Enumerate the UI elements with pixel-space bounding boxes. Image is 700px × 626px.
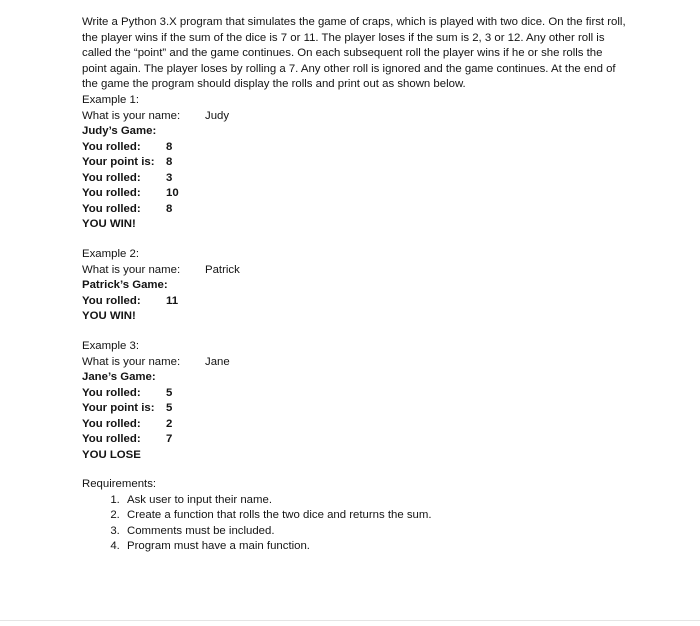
game-title: Judy’s Game:: [82, 125, 157, 137]
roll-label: You rolled:: [82, 171, 141, 184]
example-3: [82, 339, 342, 463]
roll-line: [82, 155, 342, 171]
roll-value: 7: [166, 433, 173, 445]
assignment-description: [82, 15, 630, 93]
game-result: YOU WIN!: [82, 218, 136, 230]
roll-label: You rolled:: [82, 140, 141, 153]
roll-label: You rolled:: [82, 187, 141, 199]
roll-label: You rolled:: [82, 417, 141, 430]
roll-value: 8: [166, 156, 173, 168]
intro-paragraph: Write a Python 3.X program that simulates the game of craps, which is played with two dice. On the first roll, the player wins if the sum of the dice is 7 or 11. The player loses if the sum is 2, 3 or 12. Any other roll is called the “point” and the game continues. On each subsequent roll the player wins if he or she rolls the point again. The player loses by rolling a 7. Any other roll is ignored and the game continues. At the end of the game the program should display the rolls and print out as shown below.: [82, 16, 626, 90]
requirements-heading: Requirements:: [82, 478, 157, 490]
requirement-item: 2. Create a function that rolls the two dice and returns the sum.: [123, 508, 582, 524]
requirement-item: 3. Comments must be included.: [123, 524, 582, 540]
entered-name: Judy: [205, 109, 230, 122]
roll-label: Your point is:: [82, 156, 155, 168]
example-heading: Example 3:: [82, 340, 139, 352]
name-prompt: What is your name:: [82, 109, 181, 122]
game-title: Patrick’s Game:: [82, 279, 168, 291]
game-result: YOU LOSE: [82, 448, 141, 461]
roll-line: [82, 432, 342, 448]
roll-value: 2: [166, 417, 173, 430]
roll-label: You rolled:: [82, 386, 141, 399]
roll-line: [82, 294, 342, 310]
roll-label: You rolled:: [82, 294, 141, 307]
name-prompt-line: [82, 263, 342, 279]
roll-value: 11: [166, 294, 179, 307]
roll-value: 8: [166, 140, 173, 153]
example-2: [82, 247, 342, 325]
name-prompt: What is your name:: [82, 355, 181, 368]
roll-value: 3: [166, 171, 173, 184]
game-title: Jane’s Game:: [82, 371, 156, 383]
name-prompt-line: [82, 355, 342, 371]
roll-line: [82, 386, 342, 402]
requirement-item: 1. Ask user to input their name.: [123, 493, 582, 509]
roll-label: You rolled:: [82, 433, 141, 445]
requirement-item: 4. Program must have a main function.: [123, 539, 582, 555]
roll-line: [82, 171, 342, 187]
roll-line: [82, 417, 342, 433]
roll-line: [82, 140, 342, 156]
roll-label: You rolled:: [82, 202, 141, 215]
roll-value: 5: [166, 386, 173, 399]
game-result: YOU WIN!: [82, 310, 136, 322]
roll-value: 10: [166, 187, 179, 199]
requirements-list: [82, 493, 582, 555]
example-1: [82, 93, 342, 233]
entered-name: Patrick: [205, 263, 240, 276]
example-heading: Example 2:: [82, 248, 139, 260]
page-bottom-divider: [0, 620, 700, 621]
roll-label: Your point is:: [82, 402, 155, 414]
name-prompt-line: [82, 109, 342, 125]
roll-line: [82, 202, 342, 218]
roll-value: 8: [166, 202, 173, 215]
name-prompt: What is your name:: [82, 263, 181, 276]
example-heading: Example 1:: [82, 94, 139, 106]
entered-name: Jane: [205, 355, 230, 368]
roll-value: 5: [166, 402, 173, 414]
roll-line: [82, 186, 342, 202]
roll-line: [82, 401, 342, 417]
requirements: [82, 477, 582, 555]
